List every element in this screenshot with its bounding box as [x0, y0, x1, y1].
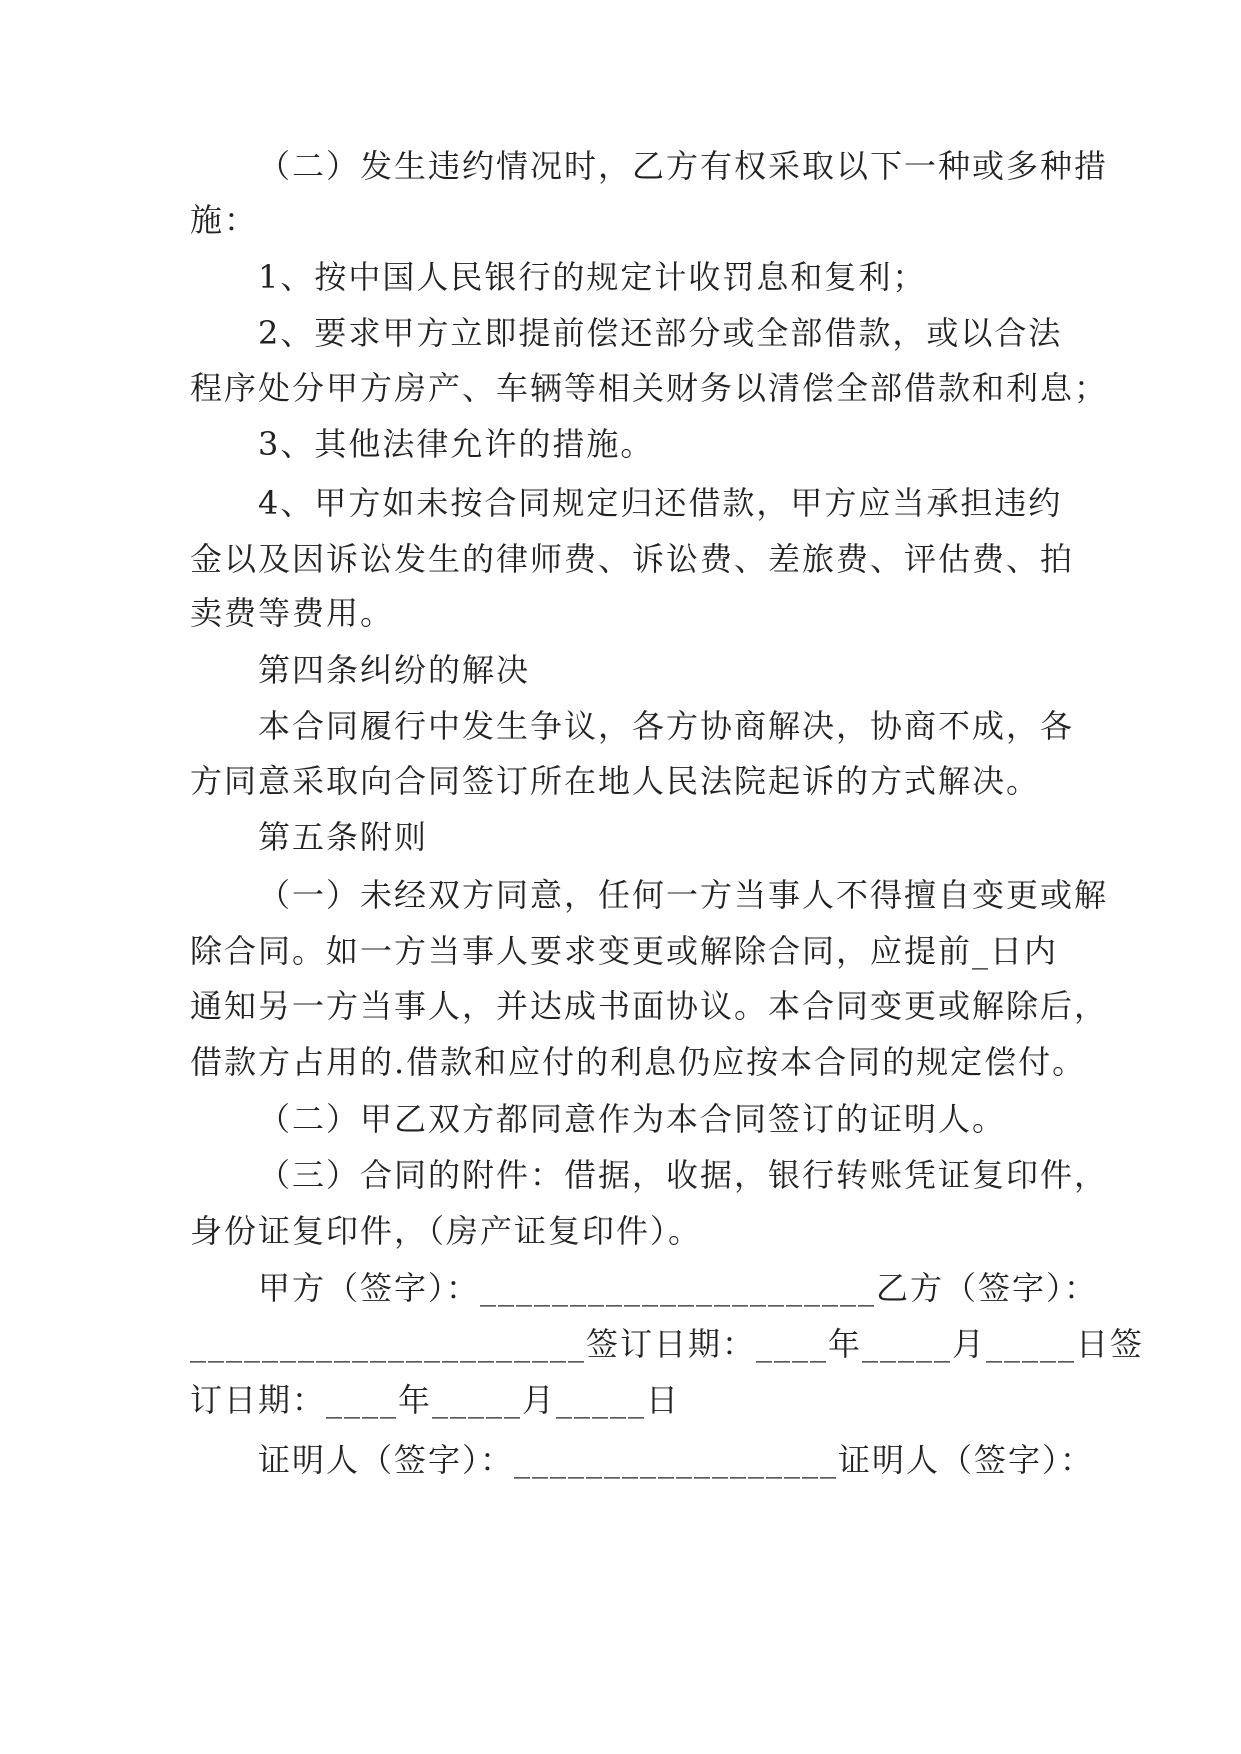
paragraph-line: 除合同。如一方当事人要求变更或解除合同，应提前_日内: [190, 932, 1059, 970]
paragraph-line: 4、甲方如未按合同规定归还借款，甲方应当承担违约: [258, 484, 1063, 522]
paragraph-line: 1、按中国人民银行的规定计收罚息和复利；: [258, 258, 927, 296]
paragraph-line: 借款方占用的.借款和应付的利息仍应按本合同的规定偿付。: [190, 1043, 1087, 1081]
paragraph-line: 施：: [190, 201, 259, 239]
paragraph-line: （二）发生违约情况时，乙方有权采取以下一种或多种措: [258, 147, 1109, 185]
paragraph-line: （一）未经双方同意，任何一方当事人不得擅自变更或解: [258, 876, 1109, 914]
section-heading: 第四条纠纷的解决: [258, 651, 531, 689]
paragraph-line: 通知另一方当事人，并达成书面协议。本合同变更或解除后，: [190, 987, 1109, 1025]
paragraph-line: 本合同履行中发生争议，各方协商解决，协商不成，各: [258, 707, 1075, 745]
signature-line: 订日期：____年_____月_____日: [190, 1381, 681, 1419]
paragraph-line: （三）合同的附件：借据，收据，银行转账凭证复印件，: [258, 1156, 1109, 1194]
paragraph-line: 2、要求甲方立即提前偿还部分或全部借款，或以合法: [258, 314, 1063, 352]
paragraph-line: （二）甲乙双方都同意作为本合同签订的证明人。: [258, 1100, 1007, 1138]
paragraph-line: 卖费等费用。: [190, 594, 395, 632]
signature-line: 证明人（签字）：__________________证明人（签字）：: [258, 1441, 1095, 1479]
signature-line: ______________________签订日期：____年_____月_____日签: [190, 1325, 1145, 1363]
signature-line: 甲方（签字）：______________________乙方（签字）：: [258, 1269, 1099, 1307]
section-heading: 第五条附则: [258, 818, 429, 856]
paragraph-line: 金以及因诉讼发生的律师费、诉讼费、差旅费、评估费、拍: [190, 540, 1075, 578]
paragraph-line: 身份证复印件，（房产证复印件）。: [190, 1212, 703, 1250]
paragraph-line: 3、其他法律允许的措施。: [258, 425, 655, 463]
paragraph-line: 方同意采取向合同签订所在地人民法院起诉的方式解决。: [190, 762, 1041, 800]
paragraph-line: 程序处分甲方房产、车辆等相关财务以清偿全部借款和利息；: [190, 369, 1109, 407]
